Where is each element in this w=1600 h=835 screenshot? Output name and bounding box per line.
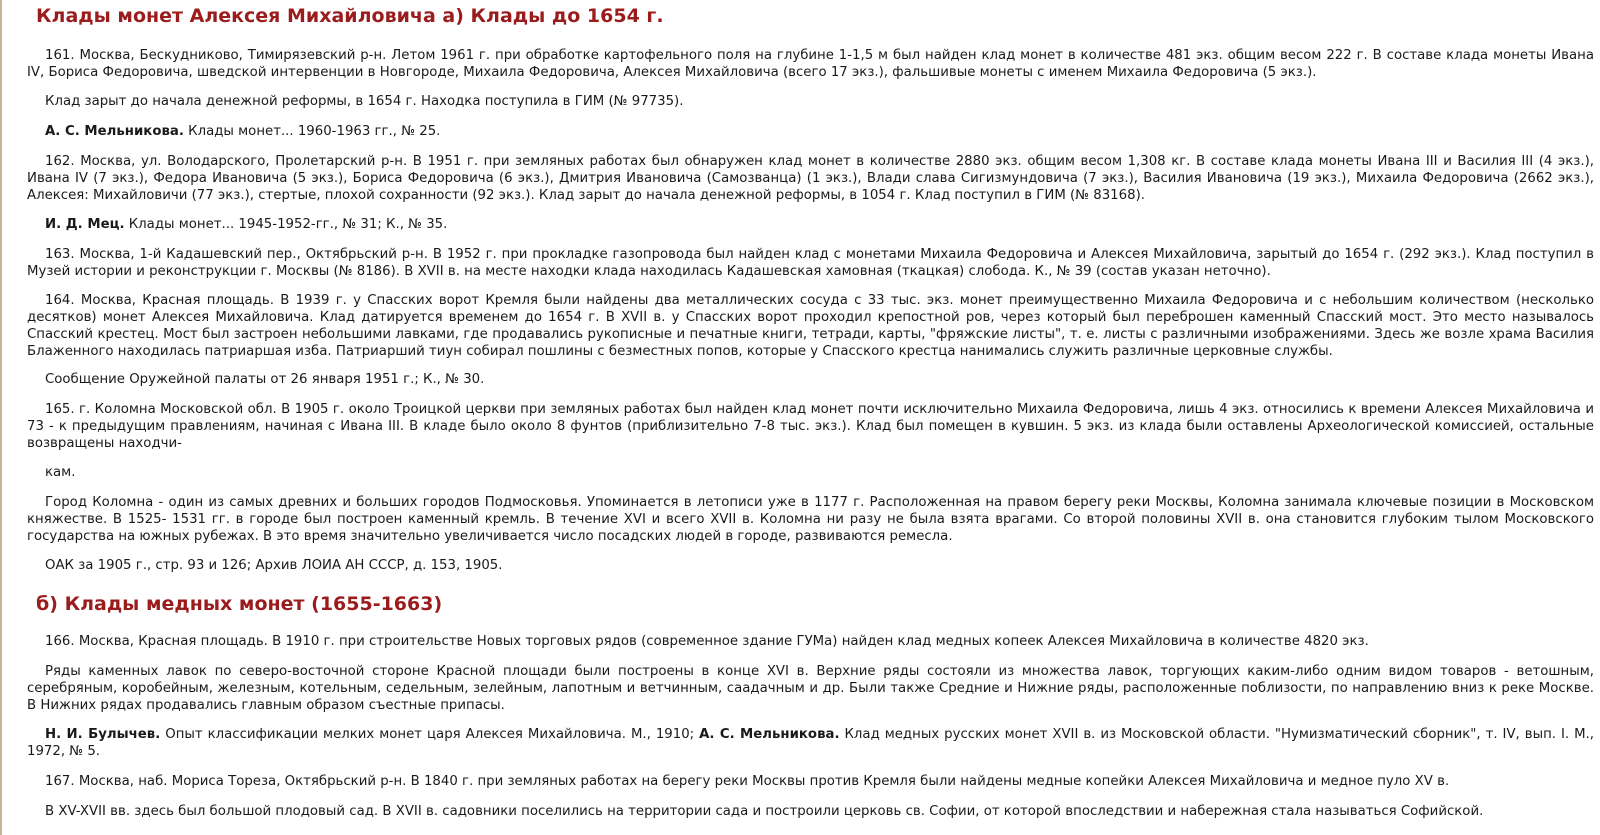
reference-author: Н. И. Булычев. <box>45 727 161 742</box>
entry-163: 163. Москва, 1-й Кадашевский пер., Октябрьский р-н. В 1952 г. при прокладке газопровода был найден клад с монетами Михаила Федоровича и Алексея Михайловича, зарытый до 1654 г. (292 экз.). Клад поступил в Музей истории и реконструкции г. Москвы (№ 8186). В XVII в. на месте находки клада находилась Кадашевская хамовная (ткацкая) слобода. К., № 39 (состав указан неточно). <box>27 247 1594 279</box>
entry-165-continuation: кам. <box>45 465 76 480</box>
section-heading-b: б) Клады медных монет (1655-1663) <box>36 593 443 615</box>
reference-author: И. Д. Мец. <box>45 217 125 232</box>
entry-162: 162. Москва, ул. Володарского, Пролетарский р-н. В 1951 г. при земляных работах был обнаружен клад монет в количестве 2880 экз. общим весом 1,308 кг. В составе клада монеты Ивана III и Василия III (4 экз.), Ивана IV (7 экз.), Федора Ивановича (5 экз.), Бориса Федоровича (6 экз.), Дмитрия Ивановича (Самозванца) (1 экз.), Влади слава Сигизмундовича (7 экз.), Василия Ивановича (19 экз.), Михаила Федоровича (2662 экз.), Алексея: Михайловичи (77 экз.), стертые, плохой сохранности (92 экз.). Клад зарыт до начала денежной реформы, в 1054 г. Клад поступил в ГИМ (№ 83168). <box>27 154 1594 203</box>
entry-161: 161. Москва, Бескудниково, Тимирязевский р-н. Летом 1961 г. при обработке картофельного поля на глубине 1-1,5 м был найден клад монет в количестве 481 экз. общим весом 222 г. В составе клада монеты Ивана IV, Бориса Федоровича, шведской интервенции в Новгороде, Михаила Федоровича, Алексея Михайловича (всего 17 экз.), фальшивые монеты с именем Михаила Федоровича (5 экз.). <box>27 48 1594 80</box>
reference-text: Опыт классификации мелких монет царя Алексея Михайловича. М., 1910; <box>160 727 700 742</box>
entry-161-note: Клад зарыт до начала денежной реформы, в 1654 г. Находка поступила в ГИМ (№ 97735). <box>45 94 684 109</box>
entry-166-note: Ряды каменных лавок по северо-восточной стороне Красной площади были построены в конце XVI в. Верхние ряды состояли из множества лавок, торгующих каким-либо одним видом товаров - ветошным, серебряным, коробейным, железным, котельным, седельным, зелейным, лапотным и ветчинным, саадачным и др. Были также Средние и Нижние ряды, расположенные поблизости, по направлению вниз к реке Москве. В Нижних рядах продавались главным образом съестные припасы. <box>27 664 1594 713</box>
reference-text: Клады монет... 1960-1963 гг., № 25. <box>183 124 441 139</box>
entry-164-reference: Сообщение Оружейной палаты от 26 января 1951 г.; К., № 30. <box>45 372 485 387</box>
entry-167: 167. Москва, наб. Мориса Тореза, Октябрьский р-н. В 1840 г. при земляных работах на берегу реки Москвы против Кремля были найдены медные копейки Алексея Михайловича и медное пуло XV в. <box>45 774 1450 789</box>
entry-165-reference: ОАК за 1905 г., стр. 93 и 126; Архив ЛОИА АН СССР, д. 153, 1905. <box>45 558 503 573</box>
section-heading-a: Клады монет Алексея Михайловича а) Клады до 1654 г. <box>36 5 664 27</box>
entry-161-reference <box>27 123 1594 140</box>
entry-164: 164. Москва, Красная площадь. В 1939 г. у Спасских ворот Кремля были найдены два металлических сосуда с 33 тыс. экз. монет преимущественно Михаила Федоровича и с небольшим количеством (несколько десятков) монет Алексея Михайловича. Клад датируется временем до 1654 г. В XVII в. у Спасских ворот проходил крепостной ров, через который был переброшен каменный Спасский мост. Это место называлось Спасский крестец. Мост был застроен небольшими лавками, где продавались рукописные и печатные книги, тетради, карты, "фряжские листы", т. е. листы с различными изображениями. Здесь же возле храма Василия Блаженного находилась патриаршая изба. Патриарший тиун собирал пошлины с безместных попов, которые у Спасского крестца нанимались служить различные церковные службы. <box>27 293 1594 359</box>
reference-text: Клады монет... 1945-1952-гг., № 31; К., № 35. <box>124 217 448 232</box>
entry-167-note: В XV-XVII вв. здесь был большой плодовый сад. В XVII в. садовники поселились на территории сада и построили церковь св. Софии, от которой впоследствии и набережная стала называться Софийской. <box>45 804 1484 819</box>
reference-author: А. С. Мельникова. <box>45 124 184 139</box>
entry-166: 166. Москва, Красная площадь. В 1910 г. при строительстве Новых торговых рядов (современное здание ГУМа) найден клад медных копеек Алексея Михайловича в количестве 4820 экз. <box>45 634 1369 649</box>
entry-165: 165. г. Коломна Московской обл. В 1905 г. около Троицкой церкви при земляных работах был найден клад монет почти исключительно Михаила Федоровича, лишь 4 экз. относились к времени Алексея Михайловича и 73 - к предыдущим правлениям, начиная с Ивана III. В кладе было около 8 фунтов (приблизительно 7-8 тыс. экз.). Клад был помещен в кувшин. 5 экз. из клада были оставлены Археологической комиссией, остальные возвращены находчи- <box>27 402 1594 451</box>
reference-text: Клад медных русских монет XVII в. из Московской области. "Нумизматический сборник", т. IV, вып. I. М., 1972, № 5. <box>27 727 1594 759</box>
entry-162-reference <box>27 216 1594 233</box>
reference-author: А. С. Мельникова. <box>699 727 840 742</box>
entry-166-reference <box>27 726 1594 760</box>
entry-165-note: Город Коломна - один из самых древних и больших городов Подмосковья. Упоминается в летописи уже в 1177 г. Расположенная на правом берегу реки Москвы, Коломна занимала ключевые позиции в Московском княжестве. В 1525- 1531 гг. в городе был построен каменный кремль. В течение XVI и всего XVII в. Коломна ни разу не была взята врагами. Со второй половины XVII в. она становится глубоким тылом Московского государства на южных рубежах. В это время значительно увеличивается число посадских людей в городе, развиваются ремесла. <box>27 495 1594 544</box>
